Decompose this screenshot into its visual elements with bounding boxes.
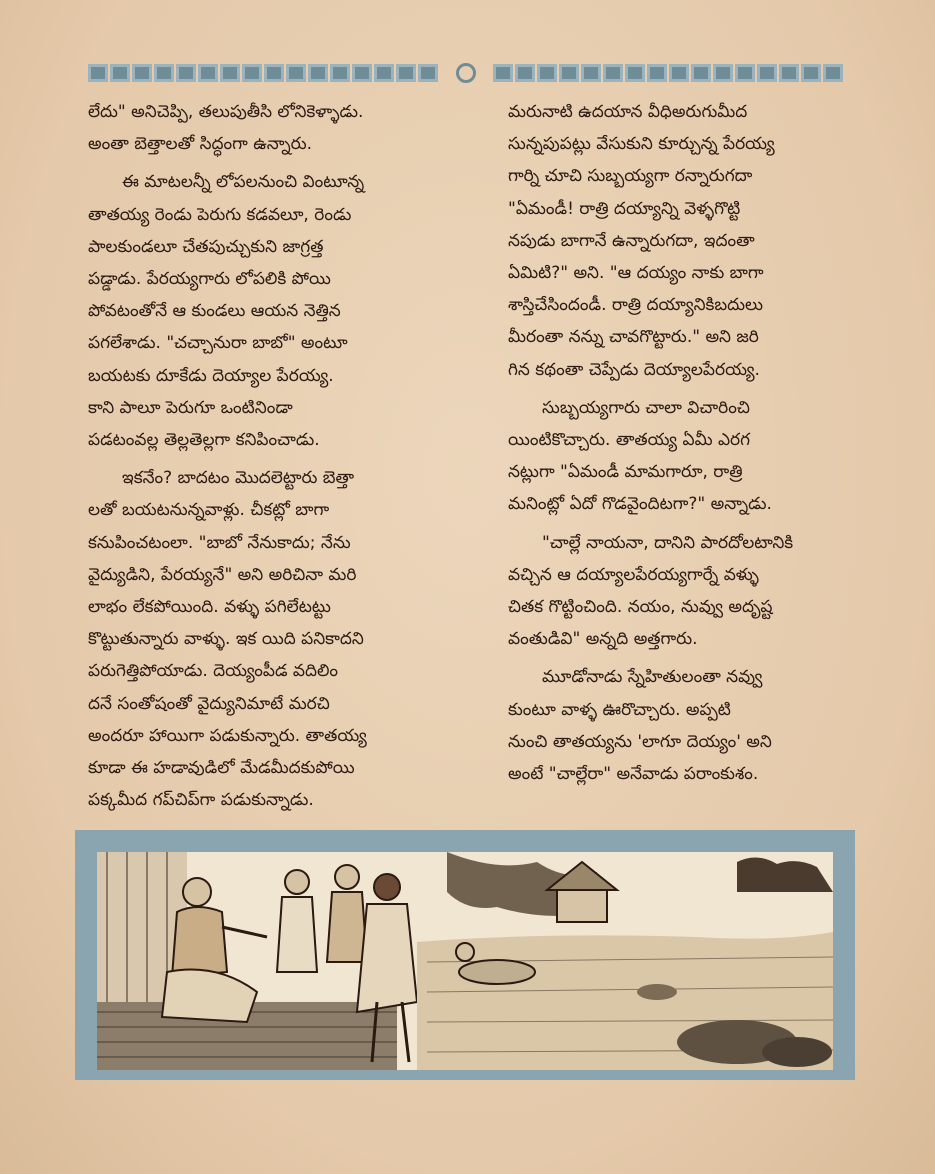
ornament-cell: [154, 64, 174, 82]
text-line: పరుగెత్తిపోయాడు. దెయ్యంపీడ వదిలిం: [88, 661, 338, 682]
text-line: అందరూ హాయిగా పడుకున్నారు. తాతయ్య: [88, 725, 367, 746]
text-line: కనుపించటంలా. "బాబో నేనుకాదు; నేను: [88, 532, 351, 553]
text-line: కుంటూ వాళ్ళ ఊరొచ్చారు. అప్పటి: [508, 699, 731, 720]
ornament-cell: [396, 64, 416, 82]
ornament-cell: [713, 64, 733, 82]
village-scene-illustration: [97, 852, 833, 1070]
ornament-cell: [110, 64, 130, 82]
ornament-cell: [625, 64, 645, 82]
ornament-cell: [669, 64, 689, 82]
ornament-cell: [374, 64, 394, 82]
ornament-cell: [691, 64, 711, 82]
ornament-cell: [132, 64, 152, 82]
ornament-cell: [88, 64, 108, 82]
ornament-cell: [647, 64, 667, 82]
ornament-right: [493, 64, 843, 82]
text-line: బయటకు దూకేడు దెయ్యాల పేరయ్య.: [88, 365, 334, 386]
text-line: కొట్టుతున్నారు వాళ్ళు. ఇక యిది పనికాదని: [88, 629, 364, 650]
ornament-cell: [581, 64, 601, 82]
text-line: సున్నపుపట్లు వేసుకుని కూర్చున్న పేరయ్య: [508, 134, 775, 155]
text-line: పగలేశాడు. "చచ్చానురా బాబో" అంటూ: [88, 333, 348, 354]
text-line: వైద్యుడిని, పేరయ్యనే" అని అరిచినా మరి: [88, 564, 357, 585]
text-line: మీరంతా నన్ను చావగొట్టారు." అని జరి: [508, 327, 759, 348]
ornament-cell: [757, 64, 777, 82]
ornament-center-circle: [456, 63, 476, 83]
text-line: పక్కమీద గప్‌చిప్‌గా పడుకున్నాడు.: [88, 790, 314, 811]
ornament-cell: [242, 64, 262, 82]
ornament-cell: [330, 64, 350, 82]
text-line: యింటికొచ్చారు. తాతయ్య ఏమీ ఎరగ: [508, 430, 751, 451]
text-line: నుంచి తాతయ్యను 'లాగూ దెయ్యం' అని: [508, 731, 772, 752]
text-line: నపుడు బాగానే ఉన్నారుగదా, ఇదంతా: [508, 230, 755, 251]
text-line: దనే సంతోషంతో వైద్యునిమాటే మరచి: [88, 693, 330, 714]
text-line: శాస్తిచేసిందండీ. రాత్రి దయ్యానికిబదులు: [508, 295, 763, 316]
text-line: వంతుడివి" అన్నది అత్తగారు.: [508, 629, 698, 650]
text-line: పడ్డాడు. పేరయ్యగారు లోపలికి పోయి: [88, 269, 331, 290]
text-line: లేదు" అనిచెప్పి, తలుపుతీసి లోనికెళ్ళాడు.: [88, 102, 364, 122]
ornament-cell: [801, 64, 821, 82]
text-line: లాభం లేకపోయింది. వళ్ళు పగిలేటట్టు: [88, 597, 331, 618]
illustration-frame: [75, 830, 855, 1080]
text-line: "చాల్లే నాయనా, దానిని పారదోలటానికి: [542, 532, 794, 553]
text-line: కూడా ఈ హడావుడిలో మేడమీదకుపోయి: [88, 758, 355, 779]
ornament-cell: [823, 64, 843, 82]
illustration-svg: [97, 852, 833, 1070]
ornament-left: [88, 64, 438, 82]
ornament-cell: [352, 64, 372, 82]
text-line: కాని పాలూ పెరుగూ ఒంటినిండా: [88, 397, 293, 418]
text-line: తాతయ్య రెండు పెరుగు కడవలూ, రెండు: [88, 204, 352, 225]
header-ornament-border: [88, 60, 843, 86]
text-line: మనింట్లో ఏదో గొడవైందిటగా?" అన్నాడు.: [508, 494, 772, 515]
text-line: ఇకనేం? బాదటం మొదలెట్టారు బెత్తా: [122, 468, 355, 489]
ornament-cell: [286, 64, 306, 82]
ornament-cell: [779, 64, 799, 82]
ornament-cell: [735, 64, 755, 82]
text-line: అంతా బెత్తాలతో సిద్ధంగా ఉన్నారు.: [88, 134, 313, 155]
text-line: చితక గొట్టించింది. నయం, నువ్వు అదృష్ట: [508, 597, 773, 618]
ornament-cell: [537, 64, 557, 82]
text-line: పడటంవల్ల తెల్లతెల్లగా కనిపించాడు.: [88, 430, 320, 451]
text-line: గార్ని చూచి సుబ్బయ్యగా రన్నారుగదా: [508, 166, 753, 187]
ornament-cell: [559, 64, 579, 82]
text-line: మరునాటి ఉదయాన వీధిఅరుగుమీద: [508, 102, 748, 122]
text-line: సుబ్బయ్యగారు చాలా విచారించి: [542, 397, 750, 418]
text-line: నట్లుగా "ఏమండీ మామగారూ, రాత్రి: [508, 462, 743, 483]
ornament-cell: [176, 64, 196, 82]
ornament-cell: [264, 64, 284, 82]
text-line: ఈ మాటలన్నీ లోపలనుంచి వింటూన్న: [122, 172, 365, 193]
ornament-cell: [198, 64, 218, 82]
ornament-cell: [515, 64, 535, 82]
left-text-column: [88, 96, 468, 816]
ornament-cell: [603, 64, 623, 82]
ornament-cell: [418, 64, 438, 82]
text-line: మూడోనాడు స్నేహితులంతా నవ్వు: [542, 667, 763, 688]
ornament-cell: [493, 64, 513, 82]
text-line: వచ్చిన ఆ దయ్యాలపేరయ్యగార్నే వళ్ళు: [508, 564, 759, 585]
text-line: "ఏమండీ! రాత్రి దయ్యాన్ని వెళ్ళగొట్టి: [508, 198, 741, 219]
text-line: లతో బయటనున్నవాళ్లు. చీకట్లో బాగా: [88, 500, 330, 521]
text-line: అంటే "చాల్లేరా" అనేవాడు పరాంకుశం.: [508, 764, 759, 785]
text-line: పోవటంతోనే ఆ కుండలు ఆయన నెత్తిన: [88, 301, 341, 322]
text-line: గిన కథంతా చెప్పేడు దెయ్యాలపేరయ్య.: [508, 359, 760, 380]
ornament-cell: [220, 64, 240, 82]
text-line: పాలకుండలూ చేతపుచ్చుకుని జాగ్రత్త: [88, 236, 324, 257]
right-text-column: [508, 96, 853, 790]
ornament-cell: [308, 64, 328, 82]
text-line: ఏమిటి?" అని. "ఆ దయ్యం నాకు బాగా: [508, 263, 764, 284]
